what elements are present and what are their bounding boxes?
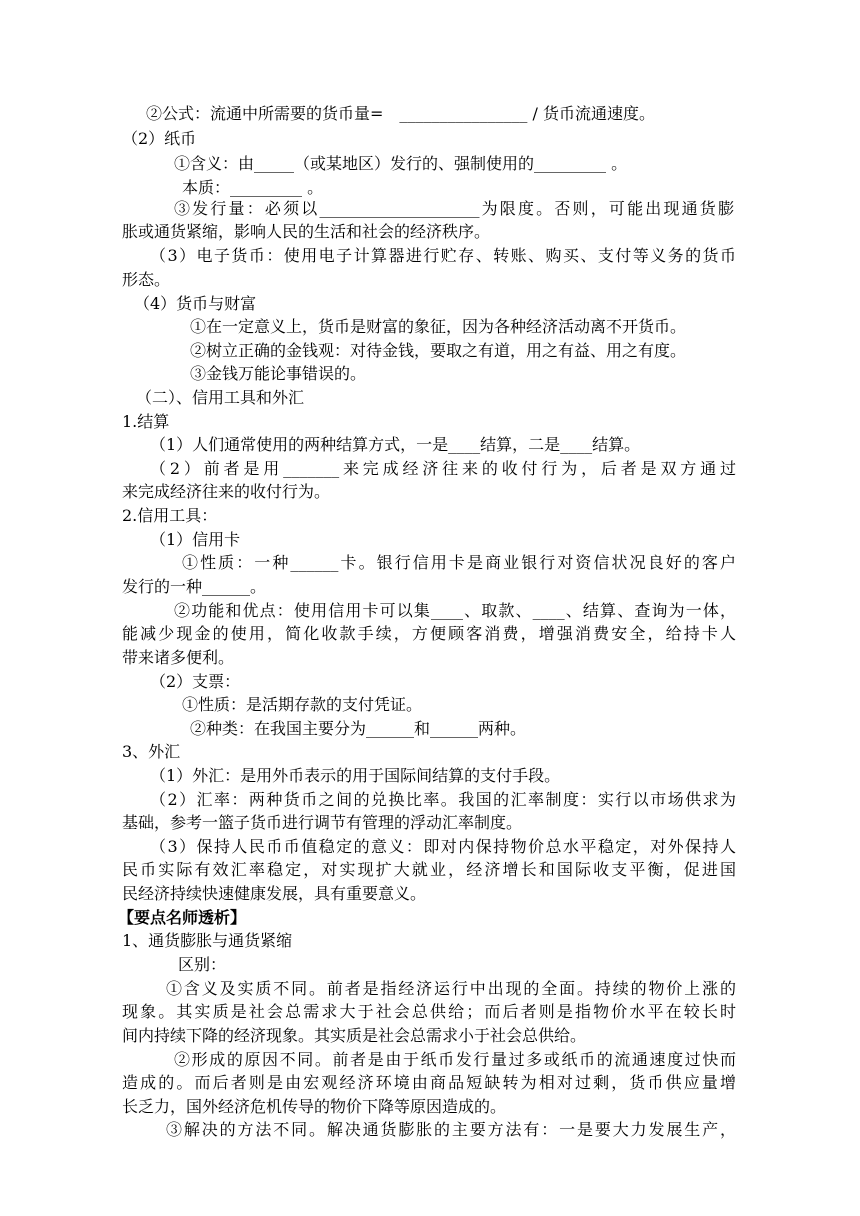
text-line: ③金钱万能论事错误的。 [190,364,367,383]
section-heading: 1.结算 [122,412,170,431]
text-line: ③发行量：必须以____________________为限度。否则，可能出现通货膨 [174,199,734,218]
text-line: （1）信用卡 [150,530,241,549]
text-line: （2）纸币 [122,129,197,148]
text-line: 带来诸多便利。 [122,648,235,667]
text-line: 区别： [178,955,227,974]
section-heading: 【要点名师透析】 [118,908,247,927]
text-line: ①含义：由_____（或某地区）发行的、强制使用的_________ 。 [174,154,628,173]
text-line: 本质：_________ 。 [182,178,324,197]
text-line: ③解决的方法不同。解决通货膨胀的主要方法有：一是要大力发展生产， [166,1120,736,1139]
text-line: ②种类：在我国主要分为______和______两种。 [190,719,527,738]
text-line: 长乏力，国外经济危机传导的物价下降等原因造成的。 [122,1097,507,1116]
text-line: ②功能和优点：使用信用卡可以集____、取款、____、结算、查询为一体， [174,601,736,620]
section-heading: （二）、信用工具和外汇 [136,388,305,407]
text-line: 发行的一种______。 [122,577,267,596]
text-line: （2）支票： [150,672,241,691]
text-line: 形态。 [122,270,171,289]
section-heading: 2.信用工具： [122,506,218,525]
text-line: 间内持续下降的经济现象。其实质是社会总需求小于社会总供给。 [122,1026,587,1045]
text-line: ②树立正确的金钱观：对待金钱，要取之有道，用之有益、用之有度。 [190,341,687,360]
text-line: ①在一定意义上，货币是财富的象征，因为各种经济活动离不开货币。 [190,317,687,336]
text-line: 来完成经济往来的收付行为。 [122,482,331,501]
text-line: 基础，参考一篮子货币进行调节有管理的浮动汇率制度。 [122,813,523,832]
text-line: 民币实际有效汇率稳定，对实现扩大就业，经济增长和国际收支平衡，促进国 [122,860,736,879]
section-heading: 1、通货膨胀与通货紧缩 [122,931,293,950]
text-line: （4）货币与财富 [134,294,257,313]
text-line: （3）电子货币：使用电子计算器进行贮存、转账、购买、支付等义务的货币 [150,246,736,265]
text-line: （1）人们通常使用的两种结算方式，一是____结算，二是____结算。 [150,435,641,454]
text-line: ①性质：是活期存款的支付凭证。 [182,695,423,714]
text-line: 胀或通货紧缩，影响人民的生活和社会的经济秩序。 [122,222,491,241]
text-line: ②公式：流通中所需要的货币量= ________________ / 货币流通速度。 [146,104,655,123]
text-line: ②形成的原因不同。前者是由于纸币发行量过多或纸币的流通速度过快而 [174,1050,736,1069]
section-heading: 3、外汇 [122,742,181,761]
text-line: 能减少现金的使用，简化收款手续，方便顾客消费，增强消费安全，给持卡人 [122,624,736,643]
text-line: 造成的。而后者则是由宏观经济环境由商品短缺转为相对过剩，货币供应量增 [122,1073,736,1092]
text-line: （1）外汇：是用外币表示的用于国际间结算的支付手段。 [150,766,561,785]
text-line: （3）保持人民币币值稳定的意义：即对内保持物价总水平稳定，对外保持人 [150,837,736,856]
text-line: （2）汇率：两种货币之间的兑换比率。我国的汇率制度：实行以市场供求为 [150,790,736,809]
text-line: ①含义及实质不同。前者是指经济运行中出现的全面。持续的物价上涨的 [166,979,736,998]
text-line: 现象。其实质是社会总需求大于社会总供给；而后者则是指物价水平在较长时 [122,1002,736,1021]
text-line: 民经济持续快速健康发展，具有重要意义。 [122,884,427,903]
text-line: ①性质：一种______卡。银行信用卡是商业银行对资信状况良好的客户 [182,553,736,572]
text-line: （2）前者是用_______来完成经济往来的收付行为，后者是双方通过 [150,459,736,478]
